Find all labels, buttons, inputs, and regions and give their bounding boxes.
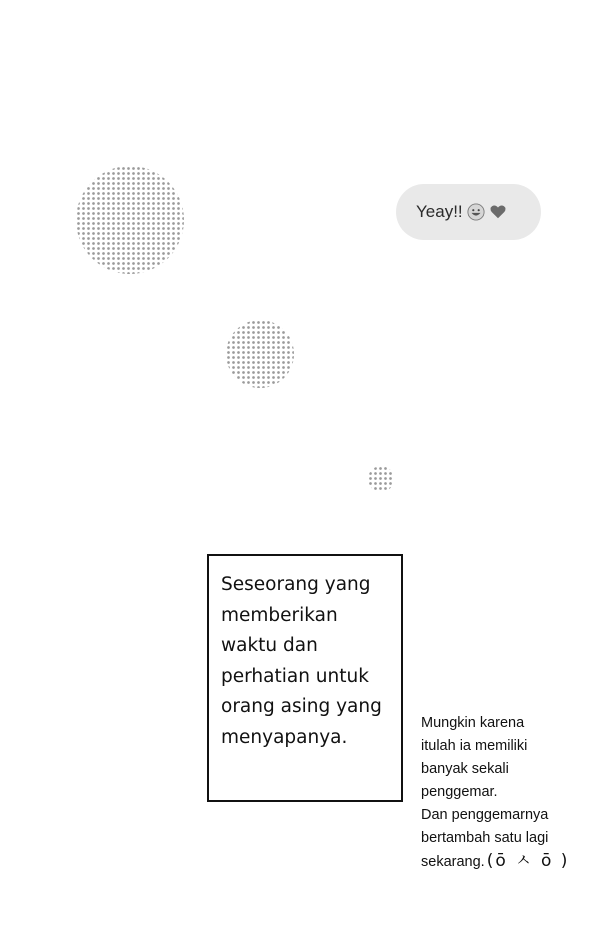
chat-bubble-text: Yeay!! <box>416 202 463 221</box>
halftone-circle-large <box>76 166 184 274</box>
chat-bubble <box>396 184 541 240</box>
halftone-circle-medium <box>226 320 294 388</box>
side-note-text: Mungkin karena itulah ia memiliki banyak sekali penggemar. Dan penggemarnya bertambah satu lagi sekarang. <box>421 715 549 870</box>
quote-text: Seseorang yang memberikan waktu dan perhatian untuk orang asing yang menyapanya. <box>221 574 382 748</box>
side-note <box>421 712 611 874</box>
kaomoji-face: (ō ㅅ ō ) <box>486 851 570 871</box>
grinning-face-emoji-icon <box>467 203 485 221</box>
heart-emoji-icon <box>489 203 507 221</box>
quote-box <box>207 554 403 802</box>
halftone-circle-small <box>368 466 394 492</box>
